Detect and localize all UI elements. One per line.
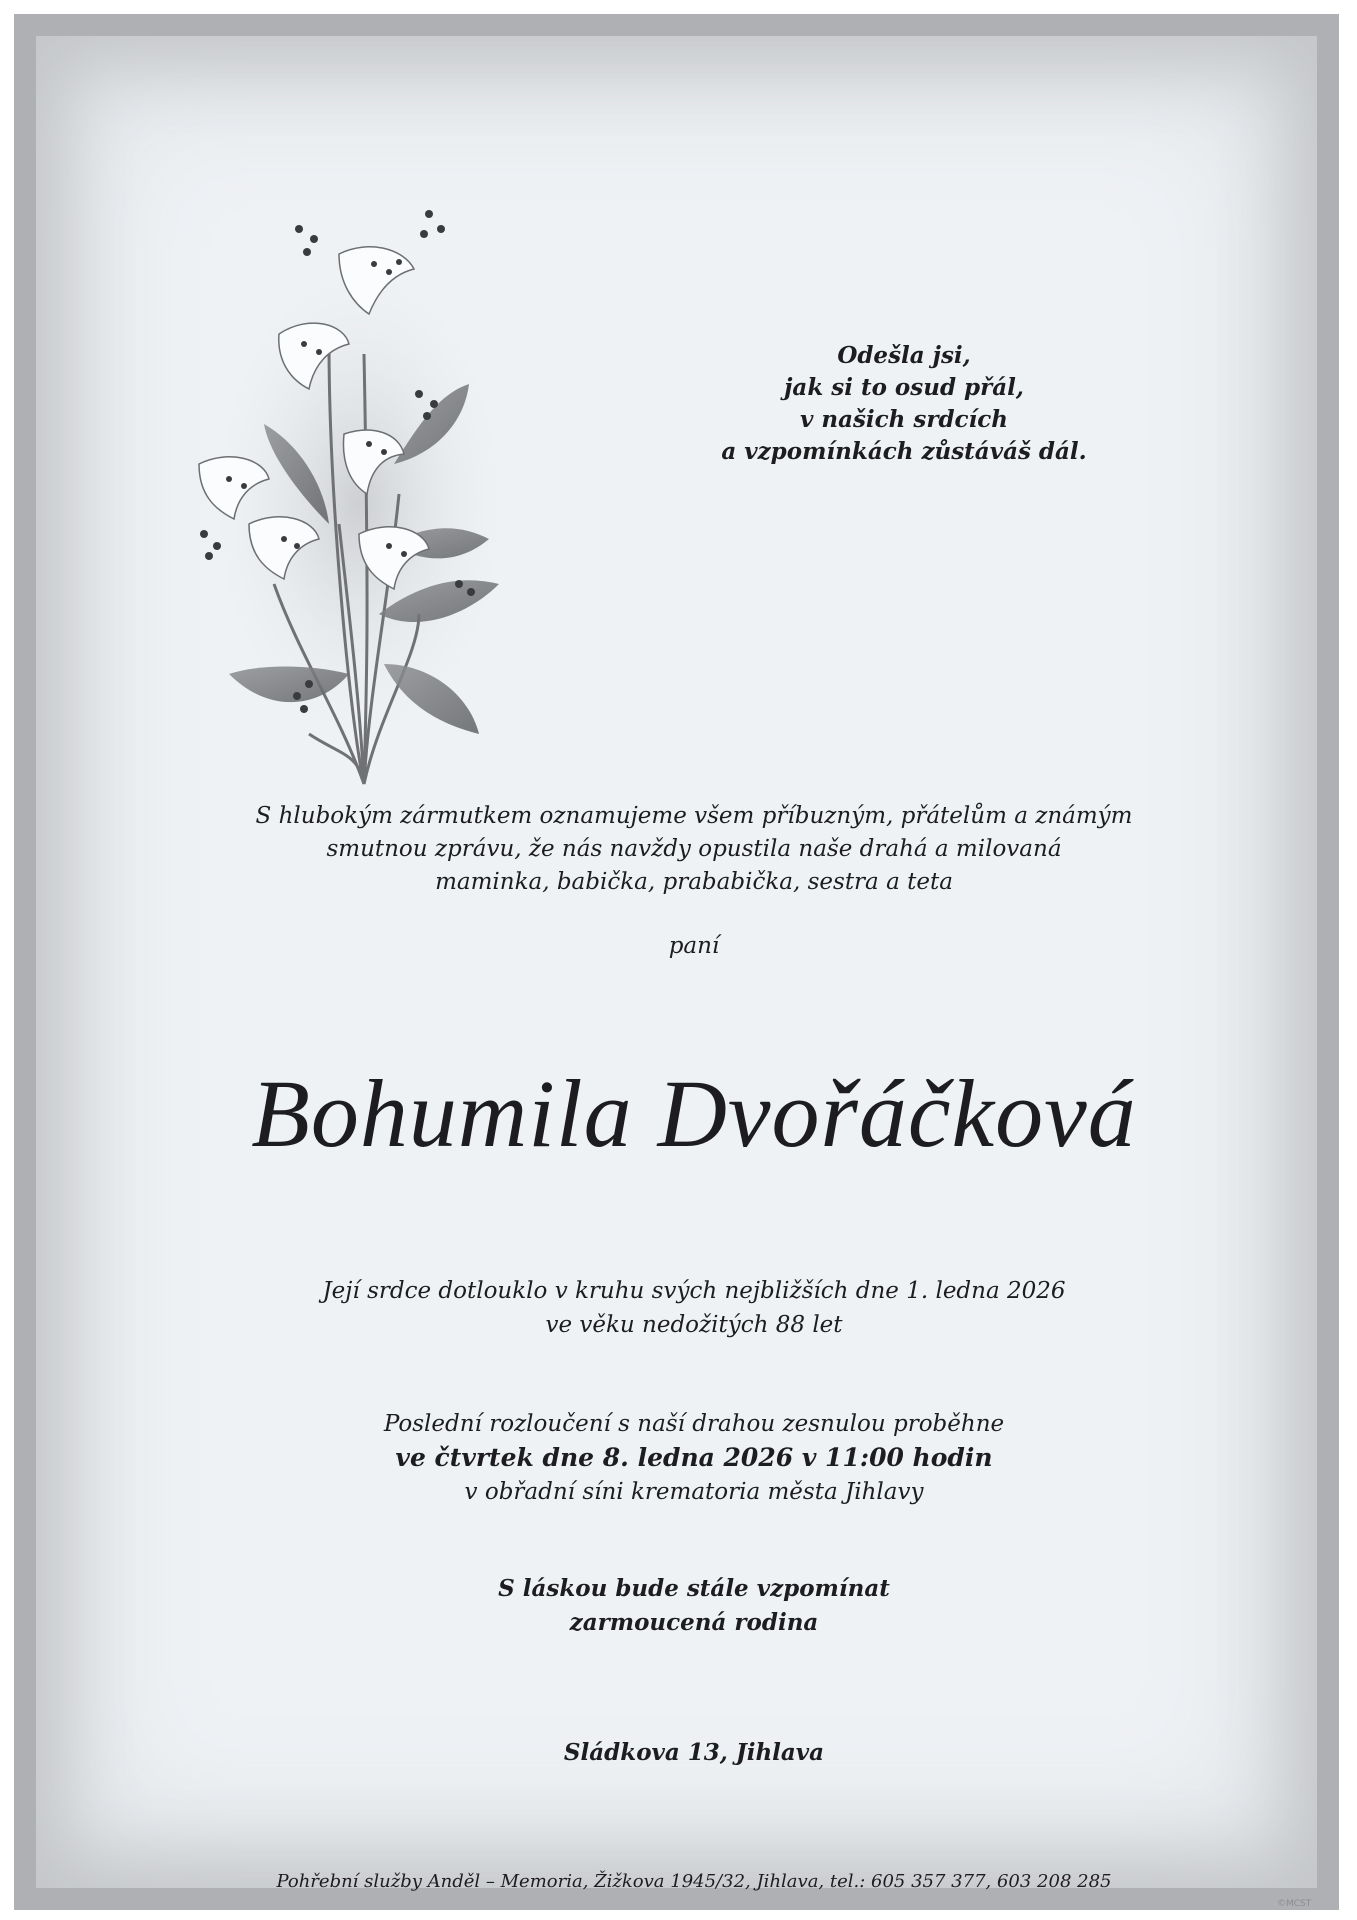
death-info — [164, 1274, 1224, 1342]
poem-line: Odešla jsi, — [837, 342, 971, 369]
announcement-line: smutnou zprávu, že nás navždy opustila naše drahá a milovaná — [326, 836, 1062, 862]
calla-lily-bouquet-illustration — [189, 194, 539, 794]
family-line: zarmoucená rodina — [569, 1609, 819, 1636]
funeral-ceremony-info — [164, 1407, 1224, 1509]
memorial-poem — [694, 340, 1114, 468]
ceremony-datetime: ve čtvrtek dne 8. ledna 2026 v 11:00 hodin — [395, 1443, 993, 1472]
poem-line: v našich srdcích — [799, 406, 1009, 433]
ceremony-intro: Poslední rozloučení s naší drahou zesnulou proběhne — [383, 1411, 1005, 1437]
poem-line: jak si to osud přál, — [784, 374, 1024, 401]
announcement-line: maminka, babička, prababička, sestra a teta — [435, 869, 953, 895]
family-line: S láskou bude stále vzpomínat — [498, 1575, 890, 1602]
family-address: Sládkova 13, Jihlava — [563, 1739, 825, 1766]
announcement-line: S hlubokým zármutkem oznamujeme všem příbuzným, přátelům a známým — [255, 803, 1133, 829]
funeral-service-footer: Pohřební služby Anděl – Memoria, Žižkova 1945/32, Jihlava, tel.: 605 357 377, 603 208 285 — [276, 1871, 1112, 1892]
ceremony-place: v obřadní síni krematoria města Jihlavy — [464, 1479, 924, 1505]
death-announcement — [164, 800, 1224, 899]
honorific-title: paní — [668, 933, 720, 959]
death-info-line: ve věku nedožitých 88 let — [545, 1312, 843, 1338]
death-info-line: Její srdce dotlouklo v kruhu svých nejbližších dne 1. ledna 2026 — [322, 1278, 1066, 1304]
copyright-mark: ©MCST — [1277, 1899, 1312, 1909]
deceased-name: Bohumila Dvořáčková — [251, 1060, 1137, 1167]
obituary-sheet — [14, 14, 1339, 1910]
family-signature — [164, 1572, 1224, 1640]
poem-line: a vzpomínkách zůstáváš dál. — [721, 438, 1087, 465]
